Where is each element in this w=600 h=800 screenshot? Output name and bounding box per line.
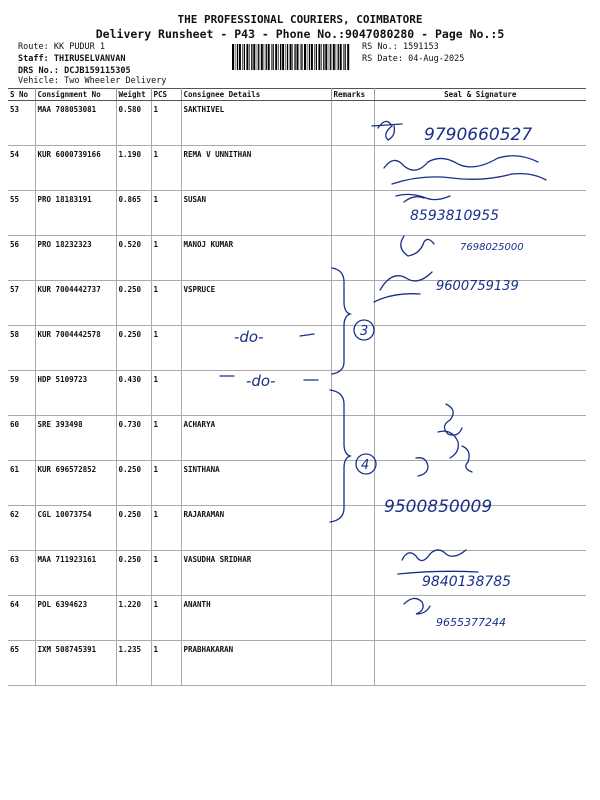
cell-consignee: SAKTHIVEL: [181, 101, 331, 146]
column-header: Seal & Signature: [374, 89, 586, 101]
cell-pcs: 1: [151, 371, 181, 416]
vehicle-line: Vehicle: Two Wheeler Delivery: [18, 76, 167, 86]
handwritten-phone: 9500850009: [384, 497, 493, 517]
handwritten-phone: 9840138785: [422, 574, 512, 590]
cell-weight: 0.730: [116, 416, 151, 461]
cell-weight: 0.250: [116, 551, 151, 596]
cell-consignee: MANOJ KUMAR: [181, 236, 331, 281]
column-header: Weight: [116, 89, 151, 101]
company-title: THE PROFESSIONAL COURIERS, COIMBATORE: [177, 13, 423, 26]
handwritten-phone: 7698025000: [460, 242, 524, 253]
signature-mark: [374, 272, 432, 302]
column-header: Consignment No: [35, 89, 116, 101]
cell-weight: 0.430: [116, 371, 151, 416]
staff-line: Staff: THIRUSELVANVAN: [18, 54, 126, 64]
cell-weight: 0.250: [116, 461, 151, 506]
cell-consignee: REMA V UNNITHAN: [181, 146, 331, 191]
signature-mark: [438, 404, 472, 472]
handwritten-phone: 9655377244: [436, 616, 506, 629]
group-bracket: [332, 268, 350, 374]
cell-pcs: 1: [151, 101, 181, 146]
cell-weight: 0.250: [116, 281, 151, 326]
runsheet-title: Delivery Runsheet - P43 - Phone No.:9047080280 - Page No.:5: [95, 27, 505, 41]
handwritten-count: 3: [360, 324, 369, 339]
cell-sno: 60: [8, 416, 35, 461]
signature-mark: [416, 458, 428, 476]
signature-mark: [372, 121, 402, 140]
cell-consignment: PRO 18232323: [35, 236, 116, 281]
cell-sno: 54: [8, 146, 35, 191]
cell-weight: 1.190: [116, 146, 151, 191]
cell-sno: 65: [8, 641, 35, 686]
cell-consignee: VSPRUCE: [181, 281, 331, 326]
cell-pcs: 1: [151, 551, 181, 596]
cell-consignment: CGL 10073754: [35, 506, 116, 551]
signature-mark: [396, 194, 450, 202]
cell-weight: 0.580: [116, 101, 151, 146]
cell-pcs: 1: [151, 596, 181, 641]
rs-number-line: RS No.: 1591153: [362, 42, 439, 52]
cell-pcs: 1: [151, 236, 181, 281]
cell-consignment: KUR 6000739166: [35, 146, 116, 191]
handwritten-ditto: -do-: [246, 372, 276, 390]
handwritten-phone: 9790660527: [424, 125, 533, 145]
column-header: Consignee Details: [181, 89, 331, 101]
cell-consignee: RAJARAMAN: [181, 506, 331, 551]
cell-pcs: 1: [151, 281, 181, 326]
signature-mark: [384, 156, 546, 184]
cell-pcs: 1: [151, 191, 181, 236]
group-bracket: [330, 390, 350, 522]
column-header: Remarks: [331, 89, 374, 101]
cell-sno: 63: [8, 551, 35, 596]
cell-weight: 0.520: [116, 236, 151, 281]
cell-consignee: SUSAN: [181, 191, 331, 236]
cell-consignment: SRE 393498: [35, 416, 116, 461]
column-header: S No: [8, 89, 35, 101]
cell-sno: 64: [8, 596, 35, 641]
route-line: Route: KK PUDUR 1: [18, 42, 106, 52]
drs-line: DRS No.: DCJB159115305: [18, 66, 131, 76]
cell-sno: 62: [8, 506, 35, 551]
cell-pcs: 1: [151, 326, 181, 371]
cell-consignee: VASUDHA SRIDHAR: [181, 551, 331, 596]
cell-sno: 55: [8, 191, 35, 236]
cell-consignee: SINTHANA: [181, 461, 331, 506]
cell-pcs: 1: [151, 506, 181, 551]
cell-sno: 58: [8, 326, 35, 371]
cell-weight: 0.865: [116, 191, 151, 236]
cell-consignment: KUR 696572852: [35, 461, 116, 506]
signature-mark: [404, 598, 430, 614]
cell-pcs: 1: [151, 641, 181, 686]
cell-sno: 61: [8, 461, 35, 506]
cell-consignment: KUR 7004442578: [35, 326, 116, 371]
signature-mark: [401, 236, 434, 256]
cell-weight: 1.235: [116, 641, 151, 686]
cell-sno: 59: [8, 371, 35, 416]
cell-consignment: MAA 711923161: [35, 551, 116, 596]
cell-consignee: PRABHAKARAN: [181, 641, 331, 686]
cell-consignee: ACHARYA: [181, 416, 331, 461]
cell-consignment: IXM 508745391: [35, 641, 116, 686]
cell-weight: 0.250: [116, 326, 151, 371]
cell-consignment: POL 6394623: [35, 596, 116, 641]
cell-pcs: 1: [151, 416, 181, 461]
cell-weight: 1.220: [116, 596, 151, 641]
handwritten-count: 4: [361, 458, 370, 473]
rs-date-line: RS Date: 04-Aug-2025: [362, 54, 465, 64]
cell-pcs: 1: [151, 146, 181, 191]
cell-consignment: PRO 18183191: [35, 191, 116, 236]
signature-mark: [398, 550, 478, 574]
cell-sno: 56: [8, 236, 35, 281]
cell-consignment: HDP 5109723: [35, 371, 116, 416]
cell-weight: 0.250: [116, 506, 151, 551]
handwritten-phone: 8593810955: [410, 208, 500, 224]
cell-consignment: KUR 7004442737: [35, 281, 116, 326]
cell-sno: 57: [8, 281, 35, 326]
cell-consignment: MAA 708053081: [35, 101, 116, 146]
column-header: PCS: [151, 89, 181, 101]
handwritten-ditto: -do-: [234, 328, 264, 346]
cell-pcs: 1: [151, 461, 181, 506]
cell-consignee: ANANTH: [181, 596, 331, 641]
cell-sno: 53: [8, 101, 35, 146]
handwritten-phone: 9600759139: [436, 279, 519, 294]
